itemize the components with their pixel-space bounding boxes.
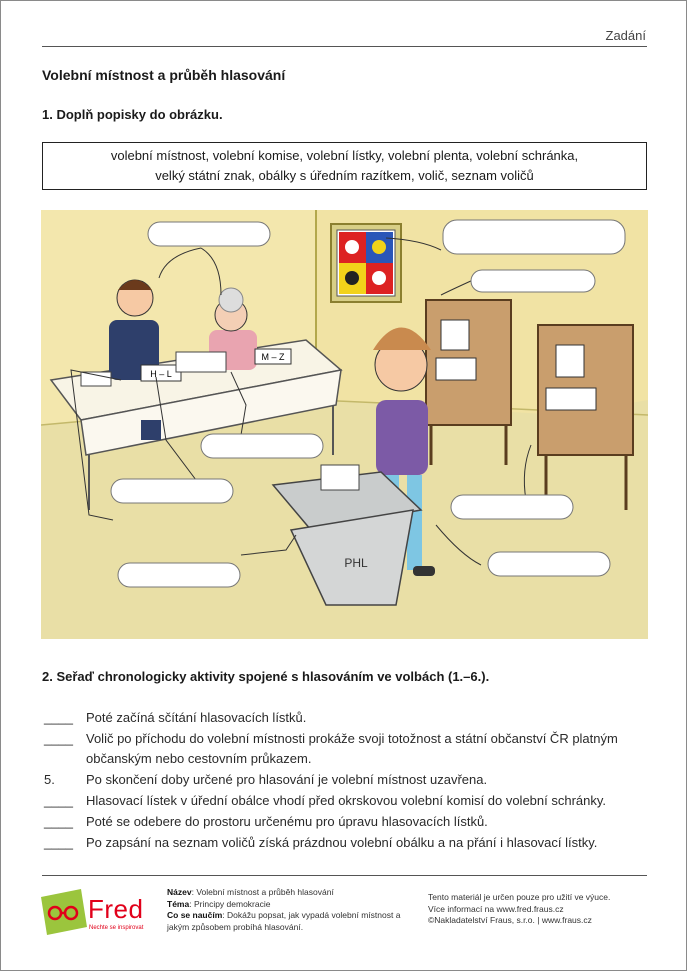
voter-list [176,352,226,372]
state-coat-of-arms [331,224,401,302]
header-label: Zadání [605,28,646,43]
label-blank-voter-list[interactable] [201,434,323,458]
activity-text: Po zapsání na seznam voličů získá prázdnou volební obálku a na přání i hlasovací lístky. [86,835,598,850]
logo-tagline: Nechte se inspirovat [89,925,144,931]
desk-sign-1-text: H – L [150,369,172,379]
activity-text: Poté se odebere do prostoru určenému pro úpravu hlasovacích lístků. [86,814,488,829]
meta-topic: Téma: Principy demokracie [167,898,271,909]
logo-wordmark: Fred [88,894,144,924]
ballot-box-label: PHL [344,556,368,570]
word-bank-line-1: volební místnost, volební komise, volební lístky, volební plenta, volební schránka, [110,148,579,163]
info-line: Tento materiál je určen pouze pro užití ve výuce. [428,892,611,902]
desk-sign-2-text: M – Z [261,352,285,362]
desk-sign-1 [141,365,181,381]
footer-divider [42,875,647,876]
polling-room-illustration [41,210,648,639]
task1-heading: 1. Doplň popisky do obrázku. [42,107,223,122]
footer-metadata [167,887,407,933]
info-line[interactable]: Více informací na www.fred.fraus.cz [428,903,564,914]
label-blank-commission[interactable] [148,222,270,246]
activity-list [42,708,647,854]
activity-order-blank[interactable]: ____ [44,710,73,725]
activity-text: Poté začíná sčítání hlasovacích lístků. [86,710,307,725]
list-item [42,708,647,728]
list-item [42,812,647,832]
list-item [42,729,647,769]
activity-order-blank[interactable]: ____ [44,835,73,850]
activity-text: Volič po příchodu do volební místnosti prokáže svoji totožnost a státní občanství ČR platným občanským nebo cestovním průkazem. [86,731,618,766]
envelopes-stack [81,372,111,386]
list-item [42,770,647,790]
activity-text: Hlasovací lístek v úřední obálce vhodí před okrskovou volební komisí do volební schránky. [86,793,607,808]
label-blank-envelopes[interactable] [111,479,233,503]
header-divider [42,46,647,47]
activity-order-blank[interactable]: ____ [44,814,73,829]
desk-sign-2 [255,349,291,364]
list-item [42,833,647,853]
list-item [42,791,647,811]
activity-order-blank[interactable]: ____ [44,731,73,746]
label-blank-voter[interactable] [488,552,610,576]
page-title: Volební místnost a průběh hlasování [42,67,286,83]
label-blank-booth[interactable] [451,495,573,519]
activity-order-blank[interactable]: ____ [44,793,73,808]
meta-name: Název: Volební místnost a průběh hlasování [167,887,334,897]
meta-learn: Co se naučím: Dokážu popsat, jak vypadá volební místnost a jakým způsobem probíhá hlasování. [167,910,401,932]
word-bank [42,142,647,190]
task2-heading: 2. Seřaď chronologicky aktivity spojené s hlasováním ve volbách (1.–6.). [42,669,490,684]
label-blank-coat-of-arms[interactable] [471,270,595,292]
footer-info [428,892,653,927]
activity-order-number: 5. [44,772,55,787]
activity-text: Po skončení doby určené pro hlasování je volební místnost uzavřena. [86,772,488,787]
info-line[interactable]: ©Nakladatelství Fraus, s.r.o. | www.fraus.cz [428,915,592,925]
label-blank-ballots[interactable] [118,563,240,587]
word-bank-line-2: velký státní znak, obálky s úředním razítkem, volič, seznam voličů [155,168,534,183]
label-blank-room[interactable] [443,220,625,254]
